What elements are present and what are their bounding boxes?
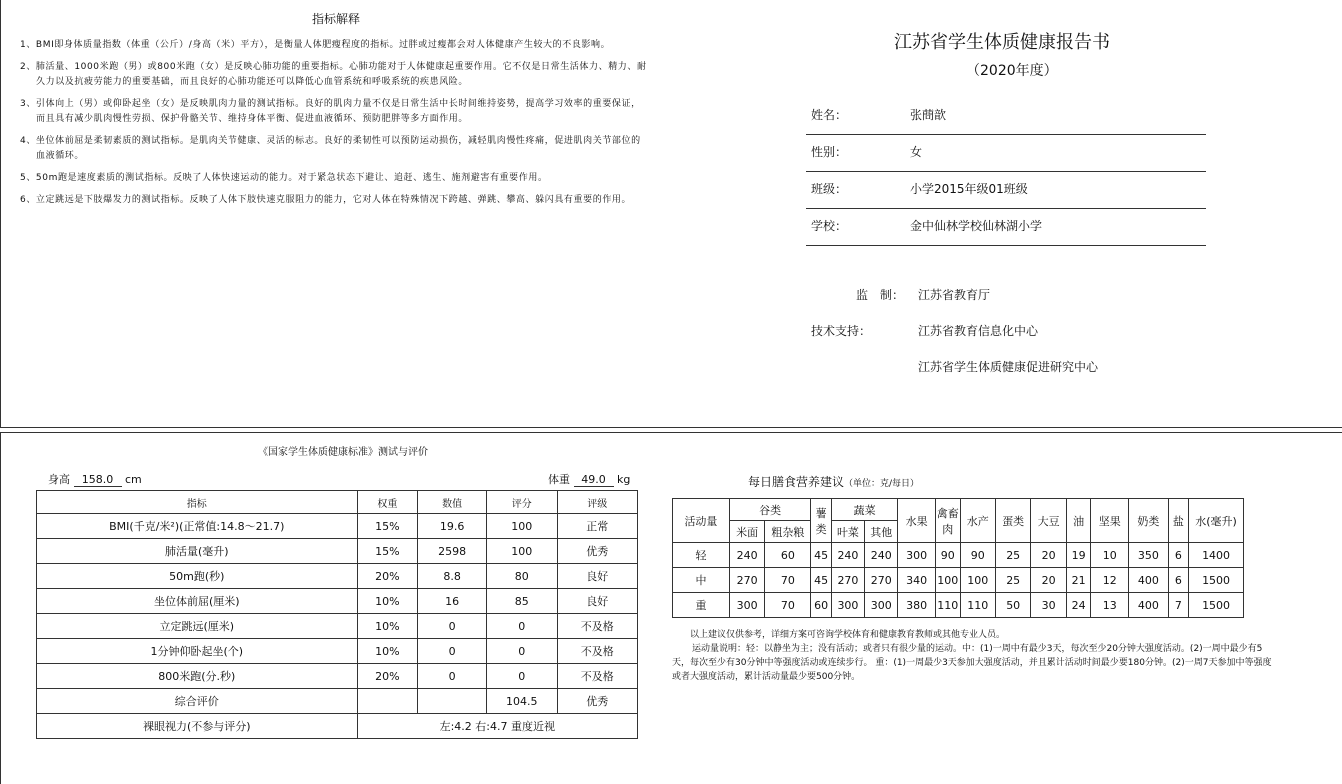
table-row: [37, 639, 638, 664]
school-value: 金中仙林学校仙林湖小学: [910, 219, 1043, 233]
cell: 21: [1066, 568, 1091, 593]
h-nut: 坚果: [1091, 499, 1129, 543]
cell-score: 80: [486, 564, 557, 589]
diet-header-row: [673, 499, 1244, 521]
tech-value-2: 江苏省学生体质健康促进研究中心: [918, 360, 1099, 374]
cell-name: 立定跳远(厘米): [37, 614, 358, 639]
total-empty: [357, 689, 418, 714]
diet-title: 每日膳食营养建议: [748, 475, 845, 489]
cell: 60: [811, 593, 831, 618]
class-label: 班级：: [811, 182, 848, 196]
h-grain-2: 粗杂粮: [765, 521, 811, 543]
indicator-item: 2、肺活量、1000米跑（男）或800米跑（女）是反映心肺功能的重要指标。心肺功能对于人体健康起重要作用。它不仅是日常生活体力、精力、耐久力以及抗疲劳能力的重要基础，而且良好的心肺功能还可以降低心血管系统和呼吸系统的疾患风险。: [20, 62, 647, 87]
cell: 45: [811, 568, 831, 593]
cell-level: 不及格: [557, 664, 637, 689]
cell: 13: [1091, 593, 1129, 618]
h-veg: 蔬菜: [831, 499, 898, 521]
cell: 24: [1066, 593, 1091, 618]
cell: 340: [898, 568, 936, 593]
total-empty: [418, 689, 487, 714]
report-title: 江苏省学生体质健康报告书: [894, 32, 1110, 53]
cell: 100: [935, 568, 960, 593]
h-fruit: 水果: [898, 499, 936, 543]
cell-weight: 15%: [357, 514, 418, 539]
cell-value: 0: [418, 639, 487, 664]
table-row: [673, 593, 1244, 618]
info-row-gender: [806, 135, 1206, 172]
supervise-label: 监 制：: [856, 288, 905, 302]
table-row: [37, 539, 638, 564]
cell: 90: [960, 543, 995, 568]
cell: 300: [898, 543, 936, 568]
table-row: [673, 568, 1244, 593]
cell-weight: 15%: [357, 539, 418, 564]
diet-note-2: 运动量说明：轻：以静坐为主；没有活动；或者只有很少量的运动。中：(1)一周中有最少3天，每次至少20分钟大强度活动。(2)一周中最少有5天，每次至少有30分钟中等强度活动或连续步行。 重：(1)一周最少3天参加大强度活动，并且累计活动时间最少要180分钟。(2)一周7天参加中等强度或者大强度活动，累计活动量最少要500分钟。: [672, 644, 1272, 682]
info-row-school: [806, 209, 1206, 246]
total-score: 104.5: [486, 689, 557, 714]
cell-name: 肺活量(毫升): [37, 539, 358, 564]
supervise-value: 江苏省教育厅: [918, 288, 991, 302]
h-aquatic: 水产: [960, 499, 995, 543]
cell: 400: [1129, 568, 1169, 593]
cell-name: 1分钟仰卧起坐(个): [37, 639, 358, 664]
cell: 70: [765, 568, 811, 593]
col-header: 评分: [486, 491, 557, 514]
cell-score: 100: [486, 514, 557, 539]
h-activity: 活动量: [673, 499, 730, 543]
tech-label: 技术支持：: [811, 324, 872, 338]
cell: 重: [673, 593, 730, 618]
gender-value: 女: [910, 145, 923, 159]
test-header-row: [37, 491, 638, 514]
cell-score: 0: [486, 614, 557, 639]
cell-value: 8.8: [418, 564, 487, 589]
cell: 350: [1129, 543, 1169, 568]
cell: 1500: [1189, 593, 1244, 618]
h-water: 水(毫升): [1189, 499, 1244, 543]
vision-value: 左:4.2 右:4.7 重度近视: [357, 714, 637, 739]
col-header: 评级: [557, 491, 637, 514]
col-header: 指标: [37, 491, 358, 514]
indicator-item: 4、坐位体前屈是柔韧素质的测试指标。是肌肉关节健康、灵活的标志。良好的柔韧性可以预防运动损伤，减轻肌肉慢性疼痛，促进肌肉关节部位的血液循环。: [20, 136, 641, 161]
height-label: 身高: [48, 473, 70, 486]
gender-label: 性别：: [811, 145, 848, 159]
test-table: [36, 490, 638, 739]
cell: 中: [673, 568, 730, 593]
weight-label: 体重: [548, 473, 570, 486]
indicator-item: 5、50m跑是速度素质的测试指标。反映了人体快速运动的能力。对于紧急状态下避让、追赶、逃生、施剂避害有重要作用。: [20, 173, 548, 183]
diet-note-1: 以上建议仅供参考，详细方案可咨询学校体育和健康教育教师或其他专业人员。: [690, 630, 1006, 640]
cell: 25: [995, 568, 1030, 593]
indicator-item: 3、引体向上（男）或仰卧起坐（女）是反映肌肉力量的测试指标。良好的肌肉力量不仅是日常生活中长时间维持姿势，提高学习效率的重要保证，而且具有减少肌肉慢性劳损、保护骨骼关节、维持身体平衡、促进血液循环、预防肥胖等多方面作用。: [20, 99, 641, 124]
h-egg: 蛋类: [995, 499, 1030, 543]
cell-level: 正常: [557, 514, 637, 539]
cell-value: 0: [418, 614, 487, 639]
h-salt: 盐: [1168, 499, 1188, 543]
cell: 300: [865, 593, 898, 618]
height-line: [48, 471, 142, 487]
cell: 70: [765, 593, 811, 618]
h-veg-1: 叶菜: [831, 521, 864, 543]
cell: 300: [729, 593, 764, 618]
h-meat: 禽畜肉: [935, 499, 960, 543]
cell: 25: [995, 543, 1030, 568]
cell: 270: [729, 568, 764, 593]
cell: 轻: [673, 543, 730, 568]
weight-value: 49.0: [574, 473, 614, 487]
info-row-class: [806, 172, 1206, 209]
height-unit: cm: [125, 473, 142, 486]
cell: 10: [1091, 543, 1129, 568]
table-row: [37, 514, 638, 539]
cell: 7: [1168, 593, 1188, 618]
cell: 270: [831, 568, 864, 593]
cell-name: BMI(千克/米²)(正常值:14.8～21.7): [37, 514, 358, 539]
total-label: 综合评价: [37, 689, 358, 714]
diet-title-line: [748, 473, 919, 490]
vision-label: 裸眼视力(不参与评分): [37, 714, 358, 739]
cell: 100: [960, 568, 995, 593]
indicator-title: 指标解释: [312, 12, 361, 26]
cell-score: 100: [486, 539, 557, 564]
cell: 6: [1168, 543, 1188, 568]
cell: 20: [1031, 543, 1066, 568]
cell-score: 0: [486, 639, 557, 664]
table-row: [37, 589, 638, 614]
cell: 300: [831, 593, 864, 618]
weight-line: [548, 471, 630, 487]
col-header: 权重: [357, 491, 418, 514]
table-row: [673, 543, 1244, 568]
cell-value: 2598: [418, 539, 487, 564]
cell-value: 0: [418, 664, 487, 689]
cell: 380: [898, 593, 936, 618]
indicator-item: 6、立定跳远是下肢爆发力的测试指标。反映了人体下肢快速克服阻力的能力，它对人体在特殊情况下跨越、弹跳、攀高、躲闪具有重要的作用。: [20, 195, 632, 205]
indicator-list: [20, 38, 650, 215]
info-row-name: [806, 98, 1206, 135]
cell: 60: [765, 543, 811, 568]
cell-level: 不及格: [557, 614, 637, 639]
h-bean: 大豆: [1031, 499, 1066, 543]
col-header: 数值: [418, 491, 487, 514]
height-value: 158.0: [74, 473, 122, 487]
cell-value: 16: [418, 589, 487, 614]
cell: 50: [995, 593, 1030, 618]
cell-level: 良好: [557, 564, 637, 589]
cell-level: 良好: [557, 589, 637, 614]
tech-value-1: 江苏省教育信息化中心: [918, 324, 1039, 338]
cell-score: 85: [486, 589, 557, 614]
cell: 45: [811, 543, 831, 568]
cell: 400: [1129, 593, 1169, 618]
cell-weight: 10%: [357, 639, 418, 664]
report-year: （2020年度）: [966, 63, 1058, 79]
cell: 1500: [1189, 568, 1244, 593]
cell-name: 50m跑(秒): [37, 564, 358, 589]
cell-weight: 10%: [357, 614, 418, 639]
cell: 240: [865, 543, 898, 568]
name-value: 张蔄歆: [910, 108, 947, 122]
h-potato: 薯类: [811, 499, 831, 543]
class-value: 小学2015年级01班级: [910, 182, 1028, 196]
cell: 19: [1066, 543, 1091, 568]
cell: 240: [729, 543, 764, 568]
cell: 20: [1031, 568, 1066, 593]
table-row: [37, 664, 638, 689]
cell-weight: 10%: [357, 589, 418, 614]
total-level: 优秀: [557, 689, 637, 714]
cell-level: 不及格: [557, 639, 637, 664]
cell: 90: [935, 543, 960, 568]
h-milk: 奶类: [1129, 499, 1169, 543]
cell: 1400: [1189, 543, 1244, 568]
cell-name: 坐位体前屈(厘米): [37, 589, 358, 614]
diet-table: [672, 498, 1244, 618]
cell: 30: [1031, 593, 1066, 618]
cell: 270: [865, 568, 898, 593]
cell-score: 0: [486, 664, 557, 689]
cell-weight: 20%: [357, 664, 418, 689]
h-oil: 油: [1066, 499, 1091, 543]
school-label: 学校：: [811, 219, 848, 233]
diet-unit: （单位：克/每日）: [844, 479, 920, 489]
h-veg-2: 其他: [865, 521, 898, 543]
test-title: 《国家学生体质健康标准》测试与评价: [258, 447, 428, 458]
h-grain: 谷类: [729, 499, 811, 521]
indicator-item: 1、BMI即身体质量指数（体重（公斤）/身高（米）平方），是衡量人体肥瘦程度的指标。过胖或过瘦都会对人体健康产生较大的不良影响。: [20, 40, 611, 50]
table-row: [37, 614, 638, 639]
cell-name: 800米跑(分.秒): [37, 664, 358, 689]
cell: 12: [1091, 568, 1129, 593]
total-row: [37, 689, 638, 714]
h-grain-1: 米面: [729, 521, 764, 543]
table-row: [37, 564, 638, 589]
vision-row: [37, 714, 638, 739]
cell-value: 19.6: [418, 514, 487, 539]
cell: 110: [960, 593, 995, 618]
cell-weight: 20%: [357, 564, 418, 589]
name-label: 姓名：: [811, 108, 848, 122]
cell-level: 优秀: [557, 539, 637, 564]
cell: 6: [1168, 568, 1188, 593]
weight-unit: kg: [617, 473, 631, 486]
cell: 110: [935, 593, 960, 618]
cell: 240: [831, 543, 864, 568]
